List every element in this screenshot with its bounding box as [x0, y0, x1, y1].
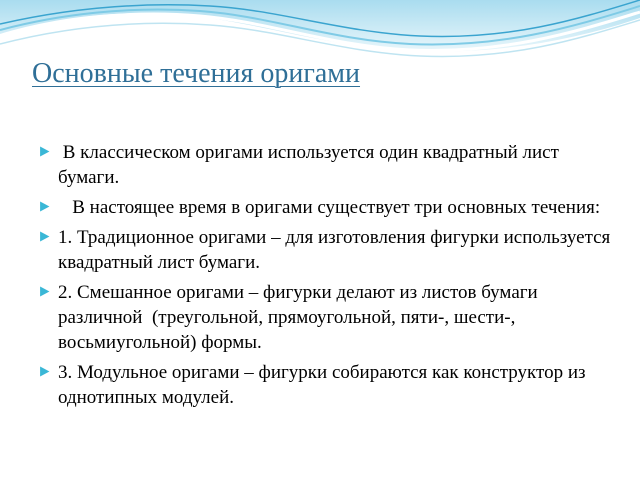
bullet-list — [36, 140, 616, 415]
bullet-item — [36, 195, 616, 220]
slide-title: Основные течения оригами — [32, 58, 361, 89]
bullet-icon — [39, 231, 50, 242]
bullet-item — [36, 140, 616, 190]
bullet-text: 1. Традиционное оригами – для изготовления фигурки используется квадратный лист бумаги. — [58, 227, 616, 273]
bullet-icon — [39, 366, 50, 377]
bullet-text: В настоящее время в оригами существует три основных течения: — [58, 197, 601, 218]
bullet-text: 3. Модульное оригами – фигурки собираются как конструктор из однотипных модулей. — [58, 362, 591, 408]
bullet-icon — [39, 201, 50, 212]
bullet-item — [36, 225, 616, 275]
bullet-item — [36, 280, 616, 355]
bullet-text: 2. Смешанное оригами – фигурки делают из листов бумаги различной (треугольной, прямоугольной, пяти-, шести-, восьмиугольной) формы. — [58, 282, 543, 353]
bullet-icon — [39, 286, 50, 297]
bullet-icon — [39, 146, 50, 157]
bullet-item — [36, 360, 616, 410]
bullet-text: В классическом оригами используется один квадратный лист бумаги. — [58, 142, 564, 188]
